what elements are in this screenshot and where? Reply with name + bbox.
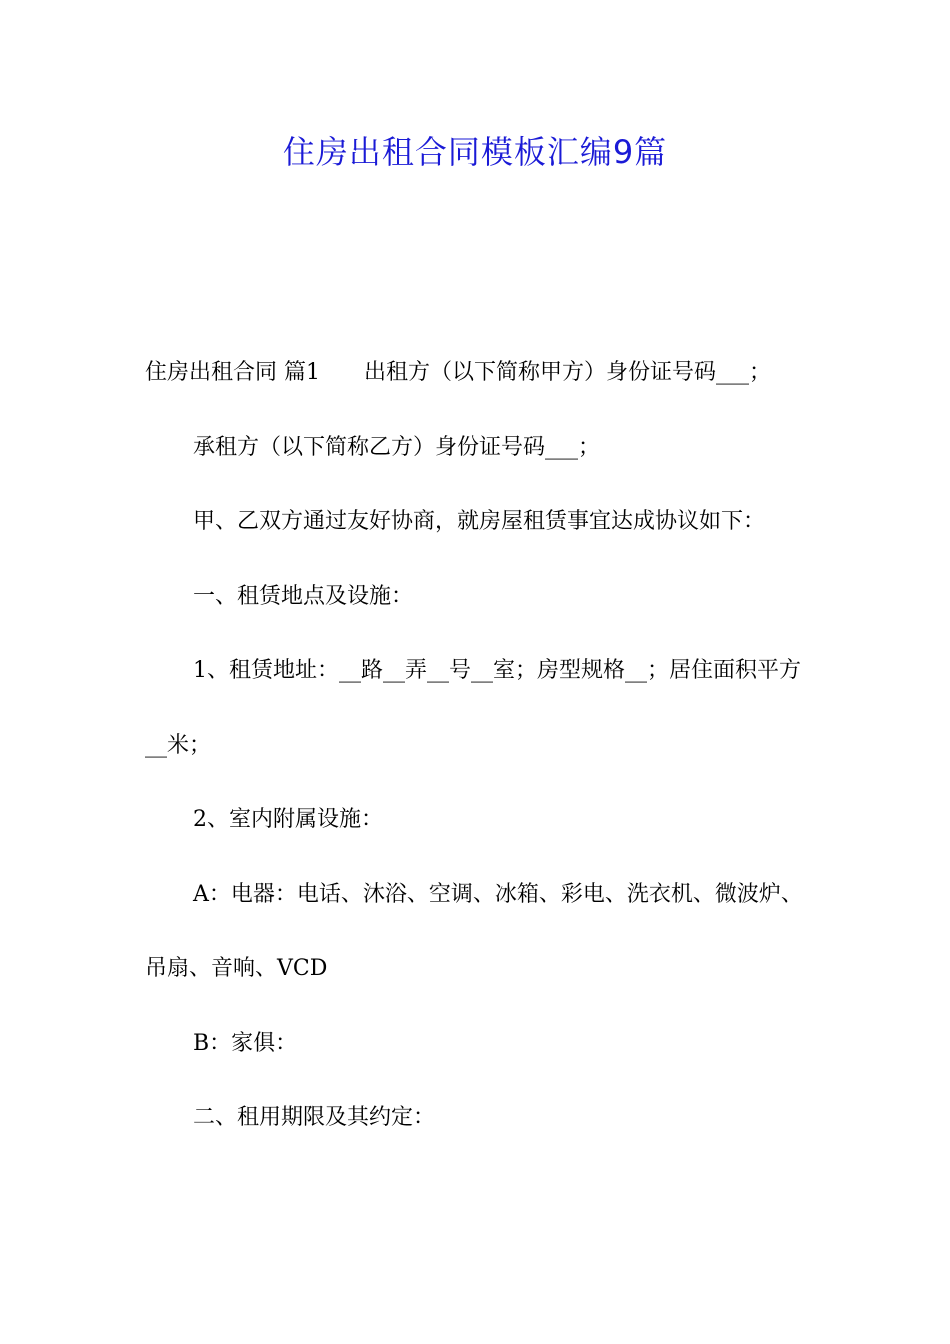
paragraph-appliances: A：电器：电话、沐浴、空调、冰箱、彩电、洗衣机、微波炉、吊扇、音响、VCD — [145, 881, 803, 981]
document-title: 住房出租合同模板汇编9篇 — [282, 133, 668, 171]
paragraph-first — [145, 336, 810, 411]
paragraph-facilities: 2、室内附属设施： — [193, 807, 383, 832]
paragraph-lessor: 出租方（以下简称甲方）身份证号码___； — [364, 360, 772, 385]
clause-heading-term: 二、租用期限及其约定： — [193, 1105, 436, 1130]
paragraph-furniture: B：家俱： — [193, 1030, 298, 1056]
paragraph-agreement: 甲、乙双方通过友好协商，就房屋租赁事宜达成协议如下： — [193, 509, 766, 534]
section-heading: 住房出租合同 篇1 — [145, 360, 320, 385]
paragraph-lessee: 承租方（以下简称乙方）身份证号码___； — [193, 434, 601, 460]
paragraph-address: 1、租赁地址：__路__弄__号__室；房型规格__；居住面积平方__米； — [145, 658, 801, 758]
clause-heading-location: 一、租赁地点及设施： — [193, 583, 414, 609]
document-body — [145, 336, 810, 1156]
